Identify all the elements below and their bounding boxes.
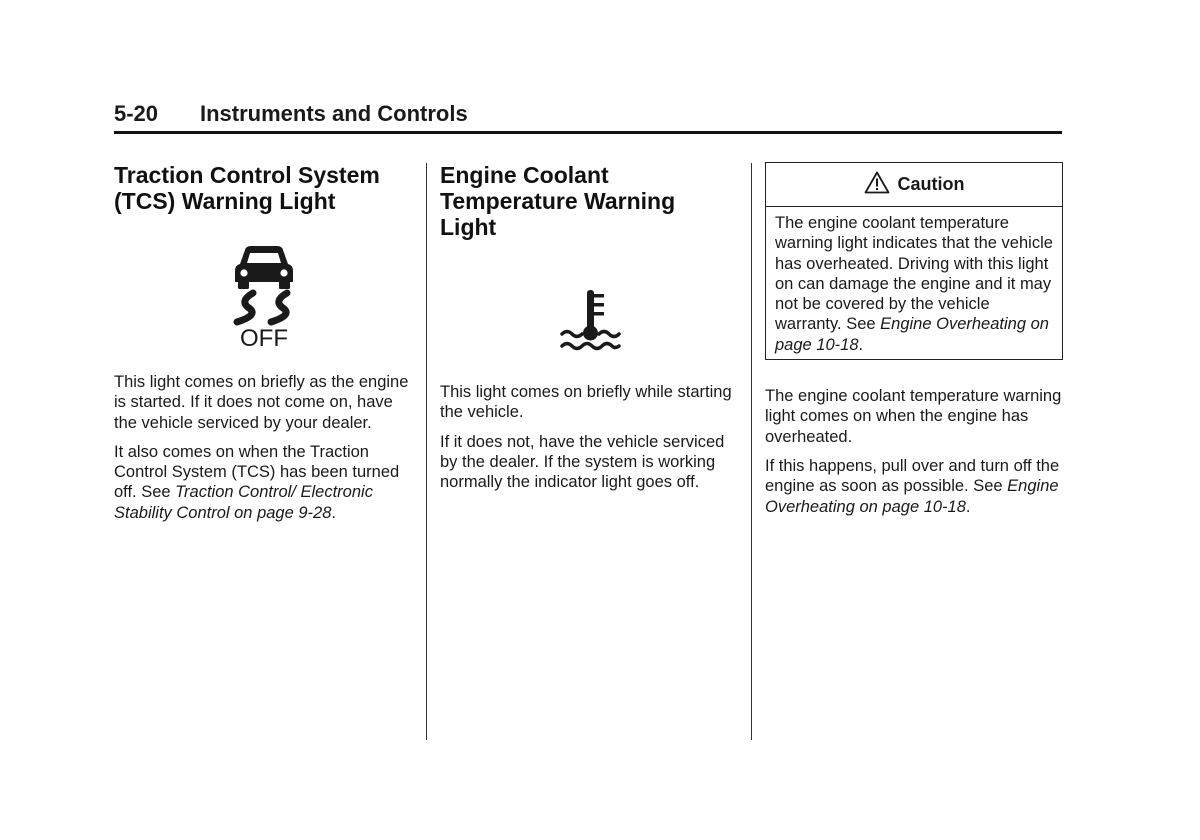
- tcs-paragraph-2: [114, 442, 414, 523]
- caution-text-end: .: [858, 335, 864, 354]
- overheat-paragraph-2-end: .: [965, 497, 971, 516]
- tcs-cross-reference[interactable]: Traction Control/ Electronic Stability Control on page 9-28: [114, 483, 373, 522]
- page-number: 5-20: [114, 101, 159, 126]
- warning-triangle-icon: [864, 171, 890, 199]
- tcs-off-label: OFF: [240, 325, 288, 348]
- tcs-paragraph-2-end: .: [331, 503, 336, 522]
- coolant-heading: [440, 162, 740, 240]
- coolant-column: [440, 162, 740, 501]
- coolant-heading-line2: Temperature Warning: [440, 188, 676, 214]
- tcs-column: [114, 162, 414, 532]
- overheat-paragraph-2: [765, 456, 1063, 517]
- column-divider: [426, 163, 427, 740]
- tcs-heading: [114, 162, 414, 214]
- tcs-heading-line2: (TCS) Warning Light: [114, 188, 336, 214]
- tcs-paragraph-2-text: It also comes on when the Traction Control System (TCS) has been turned off. See: [114, 442, 400, 502]
- caution-cross-reference[interactable]: Engine Overheating on page 10-18: [775, 315, 1049, 354]
- caution-text: [775, 213, 1054, 355]
- coolant-heading-line1: Engine Coolant: [440, 162, 609, 188]
- coolant-heading-line3: Light: [440, 214, 497, 240]
- coolant-paragraph-1: This light comes on briefly while starting the vehicle.: [440, 383, 732, 422]
- overheat-cross-reference[interactable]: Engine Overheating on page 10-18: [765, 477, 1059, 516]
- caution-box: [765, 162, 1063, 360]
- caution-column: [765, 162, 1063, 526]
- coolant-temperature-icon: [440, 288, 740, 354]
- tcs-heading-line1: Traction Control System: [114, 162, 380, 188]
- column-divider: [751, 163, 752, 740]
- section-title: Instruments and Controls: [200, 101, 468, 126]
- caution-label: Caution: [897, 174, 965, 194]
- caution-text-main: The engine coolant temperature warning light indicates that the vehicle has overheated. Driving with this light on can damage the engine and it may not be covered by the vehicle warranty. See: [775, 214, 1053, 334]
- caution-body: [766, 207, 1062, 359]
- traction-control-off-icon: [114, 244, 414, 348]
- coolant-paragraph-2: If it does not, have the vehicle serviced by the dealer. If the system is working normally the indicator light goes off.: [440, 432, 725, 492]
- overheat-paragraph-2-text: If this happens, pull over and turn off the engine as soon as possible. See: [765, 456, 1060, 496]
- tcs-paragraph-1: This light comes on briefly as the engine is started. If it does not come on, have the vehicle serviced by your dealer.: [114, 373, 409, 432]
- overheat-paragraph-1: The engine coolant temperature warning light comes on when the engine has overheated.: [765, 387, 1062, 446]
- page-header: [114, 101, 1062, 134]
- caution-header: [766, 163, 1062, 207]
